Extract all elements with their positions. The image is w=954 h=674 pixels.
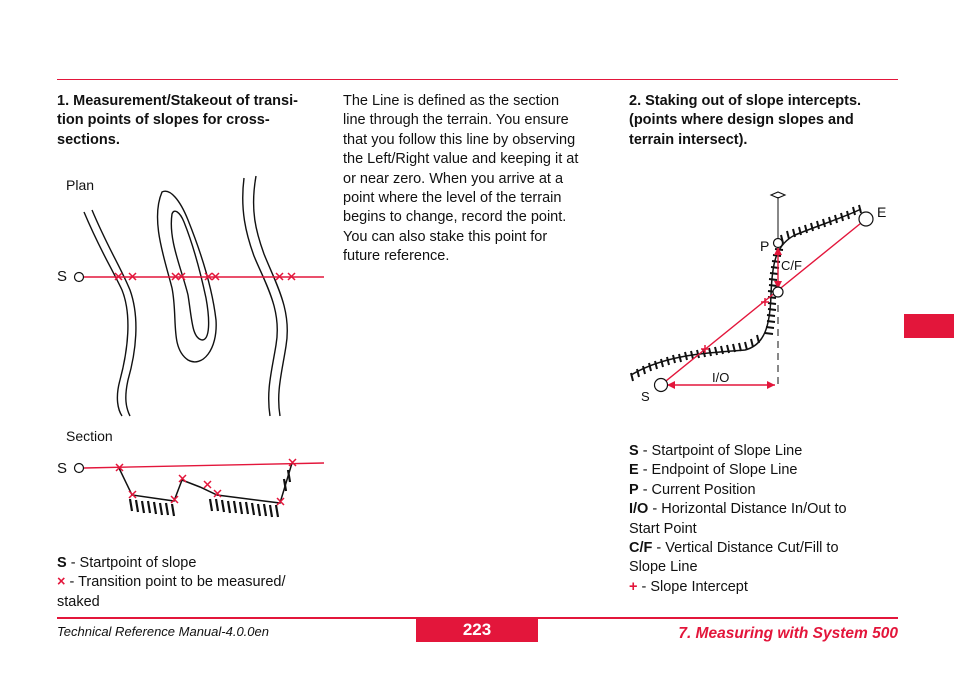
- body-line: The Line is defined as the section: [343, 93, 560, 109]
- col3-heading: [629, 92, 899, 150]
- body-line: that you follow this line by observing: [343, 131, 576, 148]
- legend-item: [57, 573, 337, 592]
- point-design: [773, 287, 783, 297]
- col1-heading-line: tion points of slopes for cross-: [57, 112, 270, 129]
- plan-diagram: [70, 170, 330, 420]
- legend-text: - Startpoint of slope: [66, 555, 197, 571]
- page-number: 223: [416, 618, 538, 642]
- legend-key: +: [629, 578, 638, 595]
- col1-heading-line: 1. Measurement/Stakeout of transi-: [57, 93, 298, 109]
- chapter-tab-marker: [904, 314, 954, 338]
- legend-item: [629, 500, 899, 519]
- legend-item: [629, 539, 899, 558]
- legend-text: Start Point: [629, 520, 697, 537]
- label-io: I/O: [712, 370, 730, 385]
- section-label: Section: [66, 428, 113, 444]
- body-line: future reference.: [343, 248, 450, 265]
- legend-item: [629, 578, 899, 597]
- body-line: or near zero. When you arrive at a: [343, 170, 564, 187]
- legend-item: [629, 558, 899, 577]
- plan-start-point: [75, 273, 84, 282]
- legend-text: - Startpoint of Slope Line: [638, 443, 803, 459]
- label-cf: C/F: [781, 258, 802, 273]
- col3-heading-line: 2. Staking out of slope intercepts.: [629, 93, 862, 109]
- legend-item: [57, 593, 337, 612]
- body-line: the Left/Right value and keeping it at: [343, 151, 579, 168]
- col2-body: [343, 92, 613, 267]
- legend-item: [57, 554, 337, 573]
- legend-item: [629, 461, 899, 480]
- label-s: S: [641, 389, 650, 404]
- legend-key: ×: [57, 574, 66, 591]
- legend-key: S: [57, 555, 67, 571]
- col1-legend: [57, 554, 337, 612]
- section-diagram: [70, 455, 330, 520]
- legend-text: - Slope Intercept: [637, 578, 748, 595]
- footer-chapter-title: 7. Measuring with System 500: [678, 625, 898, 642]
- legend-item: [629, 520, 899, 539]
- legend-key: P: [629, 481, 639, 498]
- label-p: P: [760, 238, 770, 254]
- section-start-point: [75, 464, 84, 473]
- point-p: [774, 239, 783, 248]
- body-line: line through the terrain. You ensure: [343, 112, 569, 129]
- legend-text: - Transition point to be measured/: [65, 574, 286, 591]
- label-e: E: [877, 204, 887, 220]
- legend-key: C/F: [629, 540, 653, 557]
- point-s: [655, 379, 668, 392]
- slope-diagram: [625, 185, 895, 410]
- plan-s-label: S: [57, 268, 68, 285]
- section-s-label: S: [57, 460, 68, 477]
- point-e: [859, 212, 873, 226]
- legend-text: - Endpoint of Slope Line: [638, 462, 798, 479]
- legend-item: [629, 481, 899, 500]
- legend-key: S: [629, 443, 639, 459]
- plan-section-line: [70, 270, 330, 284]
- footer-manual-title: Technical Reference Manual-4.0.0en: [57, 624, 269, 639]
- legend-text: - Current Position: [638, 481, 756, 498]
- col1-heading: [57, 92, 337, 150]
- legend-key: I/O: [629, 501, 649, 518]
- legend-key: E: [629, 462, 639, 479]
- col3-heading-line: (points where design slopes and: [629, 112, 854, 129]
- body-line: point where the level of the terrain: [343, 190, 562, 207]
- body-line: begins to change, record the point.: [343, 209, 567, 226]
- legend-text: - Vertical Distance Cut/Fill to: [652, 540, 839, 557]
- legend-text: Slope Line: [629, 559, 698, 576]
- body-line: You can also stake this point for: [343, 228, 548, 245]
- plan-label: Plan: [66, 177, 95, 193]
- col3-legend: [629, 442, 899, 597]
- legend-item: [629, 442, 899, 461]
- col1-heading-line: sections.: [57, 131, 120, 148]
- legend-text: - Horizontal Distance In/Out to: [648, 501, 847, 518]
- top-rule: [57, 79, 898, 80]
- legend-text: staked: [57, 593, 100, 610]
- col3-heading-line: terrain intersect).: [629, 131, 748, 148]
